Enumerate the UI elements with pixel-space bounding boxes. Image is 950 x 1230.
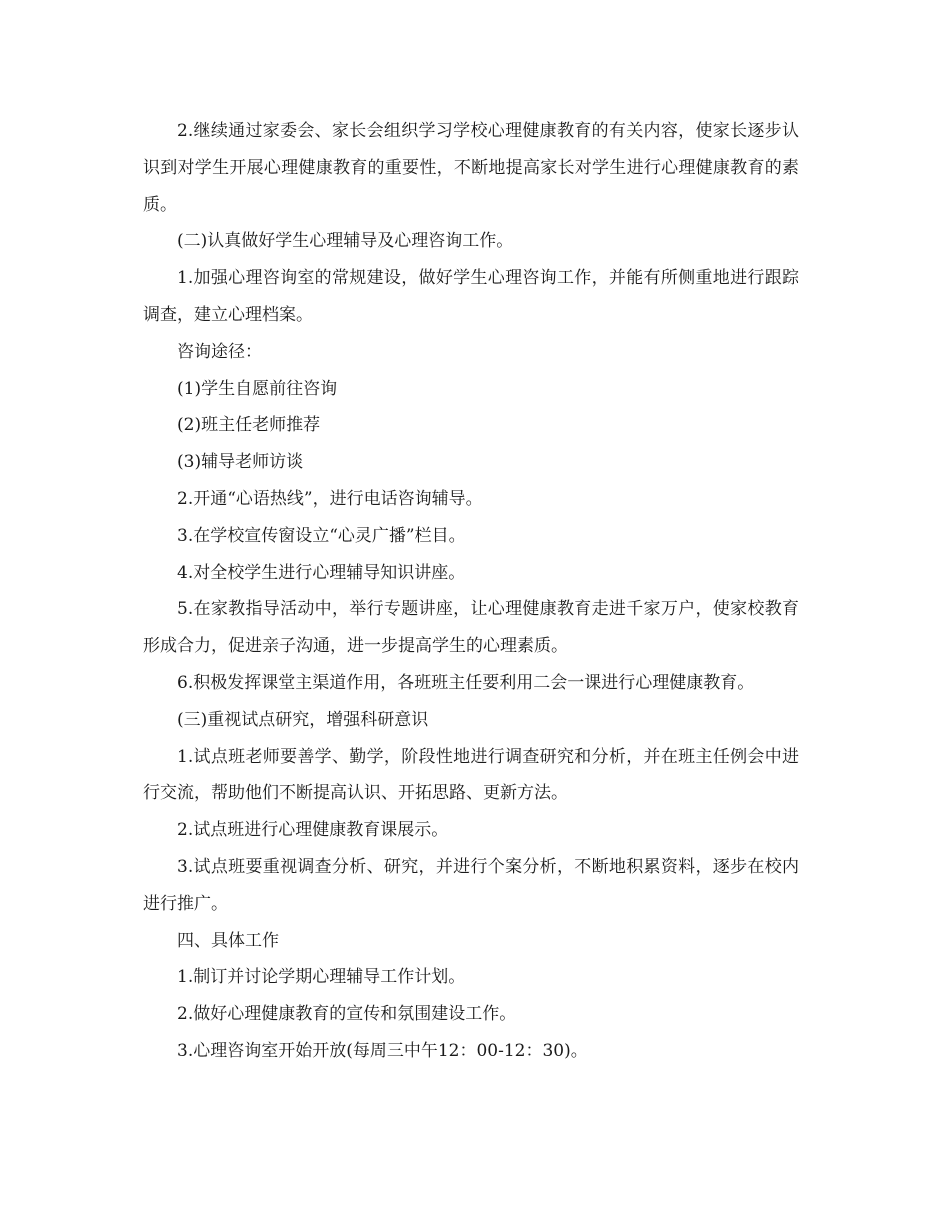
paragraph-parent-education: 2.继续通过家委会、家长会组织学习学校心理健康教育的有关内容，使家长逐步认识到对学生开展心理健康教育的重要性，不断地提高家长对学生进行心理健康教育的素质。 <box>143 121 799 215</box>
heading-counseling-work: (二)认真做好学生心理辅导及心理咨询工作。 <box>177 231 514 252</box>
paragraph-work-plan: 1.制订并讨论学期心理辅导工作计划。 <box>177 967 466 988</box>
document-body <box>143 113 799 1070</box>
list-item-counselor-visit: (3)辅导老师访谈 <box>177 452 304 473</box>
paragraph-classroom-channel: 6.积极发挥课堂主渠道作用，各班班主任要利用二会一课进行心理健康教育。 <box>177 672 755 693</box>
paragraph-pilot-showcase: 2.试点班进行心理健康教育课展示。 <box>177 820 449 841</box>
paragraph-pilot-teachers: 1.试点班老师要善学、勤学，阶段性地进行调查研究和分析，并在班主任例会中进行交流，帮助他们不断提高认识、开拓思路、更新方法。 <box>143 746 799 804</box>
paragraph-counseling-room: 1.加强心理咨询室的常规建设，做好学生心理咨询工作，并能有所侧重地进行跟踪调查，建立心理档案。 <box>143 268 799 325</box>
list-item-teacher-referral: (2)班主任老师推荐 <box>177 415 321 436</box>
list-item-voluntary: (1)学生自愿前往咨询 <box>177 378 338 399</box>
heading-specific-work: 四、具体工作 <box>177 930 279 951</box>
paragraph-hotline: 2.开通“心语热线”，进行电话咨询辅导。 <box>177 488 483 509</box>
paragraph-family-guidance: 5.在家教指导活动中，举行专题讲座，让心理健康教育走进千家万户，使家校教育形成合力，促进亲子沟通，进一步提高学生的心理素质。 <box>143 599 799 657</box>
paragraph-publicity: 2.做好心理健康教育的宣传和氛围建设工作。 <box>177 1004 517 1025</box>
paragraph-opening-hours: 3.心理咨询室开始开放(每周三中午12：00-12：30)。 <box>177 1040 588 1061</box>
paragraph-broadcast-column: 3.在学校宣传窗设立“心灵广播”栏目。 <box>177 525 466 546</box>
paragraph-lectures: 4.对全校学生进行心理辅导知识讲座。 <box>177 562 466 583</box>
label-counseling-channels: 咨询途径： <box>177 341 262 362</box>
heading-pilot-research: (三)重视试点研究，增强科研意识 <box>177 709 429 730</box>
paragraph-pilot-analysis: 3.试点班要重视调查分析、研究，并进行个案分析，不断地积累资料，逐步在校内进行推广。 <box>143 856 799 914</box>
